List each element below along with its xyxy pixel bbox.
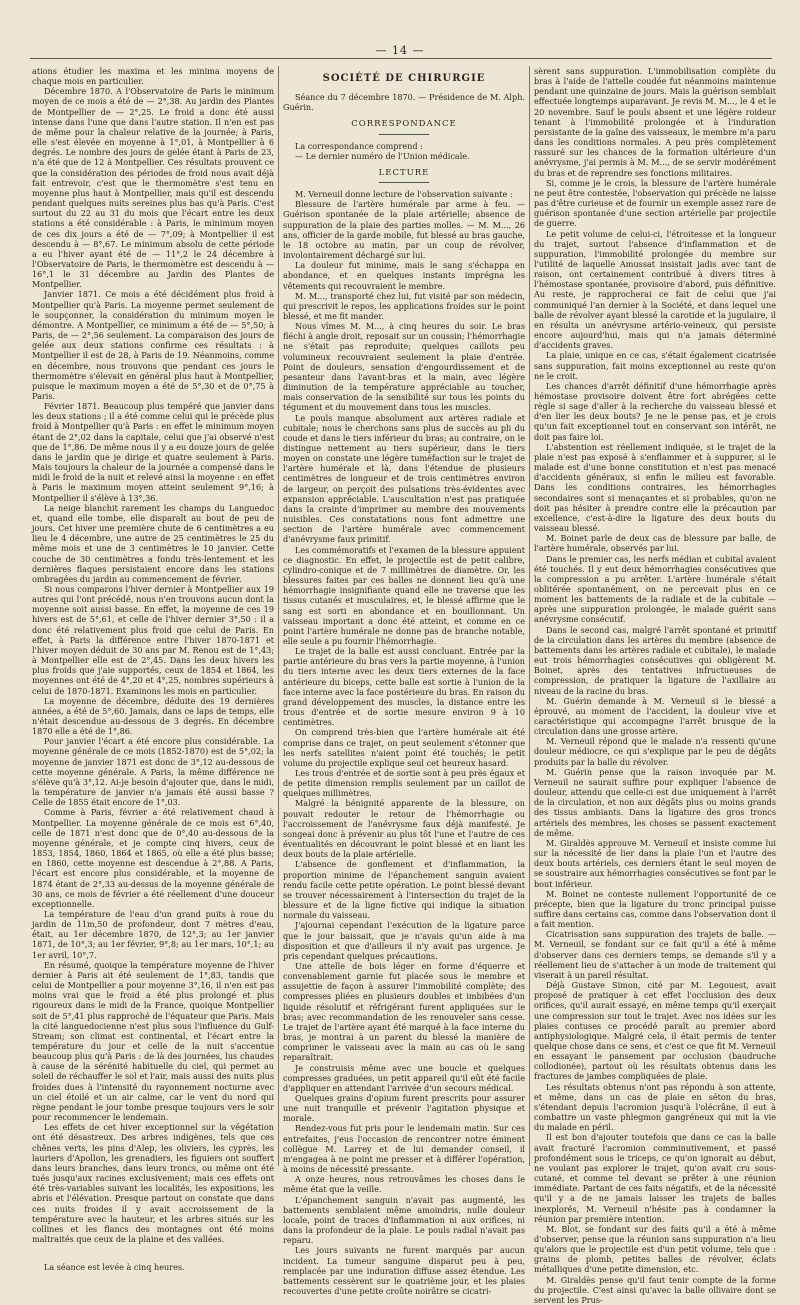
- column-right: [534, 66, 776, 1305]
- col1-paragraph: La moyenne de décembre, déduite des 19 dernières années, a été de 5°,60. Jamais, dans ce laps de temps, elle n'était descendue au-dessous de 3 degrés. En décembre 1870 elle a été de 1°,86.: [32, 695, 274, 737]
- col2-paragraph: Nous vîmes M. M..., à cinq heures du soir. Le bras fléchi à angle droit, reposait sur un coussin; l'hémorrhagie ne s'était pas reproduite; quelques caillots peu volumineux recouvraient seulement la plaie d'entrée. Point de douleurs, sensation d'engourdissement et de pesanteur dans l'avant-bras et la main, avec légère diminution de la température appréciable au toucher, mais conservation de la sensibilité sur tous les points du tégument et du mouvement dans tous les muscles.: [283, 321, 525, 413]
- col2-paragraph: On comprend très-bien que l'artère humérale ait été comprise dans ce trajet, on peut seulement s'étonner que les nerfs satellites n'aient point été touchés; le petit volume du projectile explique seul cet heureux hasard.: [283, 727, 525, 768]
- col3-paragraph: M. Giraldès approuve M. Verneuil et insiste comme lui sur la nécessité de lier dans la plaie l'un et l'autre des deux bouts artériels, ces derniers étant le seul moyen de se soustraire aux hémorrhagies consécutives se font par le bout inférieur.: [534, 837, 776, 889]
- col3-paragraph: Si, comme je le crois, la blessure de l'artère humérale ne peut être contestée, l'observation qui précède ne laisse pas d'être curieuse et de fournir un exemple assez rare de guérison spontanée d'une section artérielle par projectile de guerre.: [534, 177, 776, 229]
- col3-paragraph: Cicatrisation sans suppuration des trajets de balle. — M. Verneuil, se fondant sur ce fait qu'il a été à même d'observer dans ces derniers temps, se demande s'il y a réellement lieu de s'attacher à un mode de traitement qui viserait à un pareil résultat.: [534, 929, 776, 980]
- col2-paragraph: Malgré la bénignité apparente de la blessure, on pouvait redouter le retour de l'hémorrhagie ou l'accroissement de l'anévrysme faux déjà manifesté. Je songeai donc à prévenir au plus tôt l'une et l'autre de ces éventualités en découvrant le point blessé et en liant les deux bouts de la plaie artérielle.: [283, 798, 525, 860]
- col3-paragraph: M. Boinet ne conteste nullement l'opportunité de ce précepte, bien que la ligature du tronc principal puisse suffire dans certains cas, comme dans l'observation dont il a fait mention.: [534, 888, 776, 930]
- col1-paragraph: Comme à Paris, février a été relativement chaud à Montpellier. La moyenne générale de ce mois est 6°,40, celle de 1871 n'est donc que de 0°,40 au-dessous de la moyenne générale, et je compte cinq hivers, ceux de 1853, 1854, 1860, 1864 et 1865, où elle a été plus basse; en 1860, cette moyenne est descendue à 2°,88. A Paris, l'écart est encore plus considérable, et la moyenne de 1874 étant de 2°,33 au-dessus de la moyenne générale de 30 ans, ce mois de février a été réellement d'une douceur exceptionnelle.: [32, 807, 274, 909]
- col2-paragraph: Les commémoratifs et l'examen de la blessure appuient ce diagnostic. En effet, le projectile est de petit calibre, cylindro-conique et de 7 millimètres de diamètre. Or, les blessures faites par ces balles ne donnent lieu qu'à une hémorrhagie insignifiante quand elle ne traverse que les tissus cutanés et musculaires, et, le blessé affirme que le sang est sorti en abondance et en bouillonnant. Un vaisseau important a donc été atteint, et comme en ce point l'artère humérale ne donne pas de branche notable, elle seule a pu fournir l'hémorrhagie.: [283, 544, 525, 646]
- col2-paragraph: L'épanchement sanguin n'avait pas augmenté, les battements semblaient même amoindris, nulle douleur locale, point de traces d'inflammation ni aux orifices, ni dans la profondeur de la plaie. Le pouls radial n'avait pas reparu.: [283, 1194, 525, 1246]
- col1-paragraph: Les effets de cet hiver exceptionnel sur la végétation ont été désastreux. Des arbres indigènes, tels que ces chênes verts, les pins d'Alep, les oliviers, les cyprès, les lauriers d'Apollon, les grenadiers, les figuiers ont souffert dans leurs branches, dans leurs troncs, ou même ont été tués jusqu'aux racines exclusivement; mais ces effets ont été très-variables suivant les localités, les expositions, les abris et l'élévation. Presque partout on constate que dans ces nuits froides il y avait accroissement de la température avec la hauteur, et les arbres situés sur les collines et les flancs des montagnes ont été moins maltraités que ceux de la plaine et des vallées.: [32, 1122, 274, 1244]
- col3-paragraph: sèrent sans suppuration. L'immobilisation complète du bras à l'aide de l'attelle coudée fut néanmoins maintenue pendant une quinzaine de jours. Mais la guérison semblait effectuée longtemps auparavant. Je revis M. M..., le 4 et le 20 novembre. Sauf le pouls absent et une légère roideur tenant à l'immobilité prolongée et à l'induration persistante de la gaîne des vaisseaux, le membre m'a paru dans les conditions normales. A peu près complètement rassuré sur les chances de la formation ultérieure d'un anévrysme, j'ai permis à M. M..., de se servir modérément du bras et de reprendre ses fonctions militaires.: [534, 66, 776, 178]
- column-divider-2: [529, 66, 530, 1166]
- col2-paragraph: La douleur fut minime, mais le sang s'échappa en abondance, et en quelques instants imprégna les vêtements qui recouvraient le membre.: [283, 260, 525, 291]
- col3-paragraph: L'abstention est réellement indiquée, si le trajet de la plaie n'est pas exposé à s'enflammer et à suppurer, si le malade est d'une bonne constitution et n'est pas menacé d'accidents généraux, si enfin le milieu est favorable. Dans les conditions contraires, les hémorrhagies secondaires sont si menaçantes et si probables, qu'on ne doit pas hésiter à prendre contre elle la précaution par excellence, c'est-à-dire la ligature des deux bouts du vaisseau blessé.: [534, 441, 776, 534]
- col2-paragraph: Le trajet de la balle est aussi concluant. Entrée par la partie antérieure du bras vers la partie moyenne, à l'union du tiers interne avec les deux tiers externes de la face antérieure du biceps, cette balle est sortie à l'union de la face interne avec la face postérieure du bras. En raison du grand développement des muscles, la distance entre les trous d'entrée et de sortie mesure environ 9 à 10 centimètres.: [283, 646, 525, 728]
- page-number: — 14 —: [375, 44, 425, 57]
- col3-paragraph: M. Verneuil répond que le malade n'a ressenti qu'une douleur médiocre, ce qui s'explique par le peu de dégâts produits par la balle du révolver.: [534, 736, 776, 767]
- column-middle: [283, 66, 525, 1296]
- col3-paragraph: Il est bon d'ajouter toutefois que dans ce cas la balle avait fracturé l'acromion comminutivement, et passé profondément sous le triceps, ce qu'on ignorait au début, ne voulant pas explorer le trajet, qu'on avait cru sous-cutané, et comme tel devant se prêter à une réunion immédiate. Partant de ces faits négatifs, et de la nécessité qu'il y a de ne jamais laisser les trajets de balles inexplorés, M. Verneuil n'hésite pas à condamner la réunion par première intention.: [534, 1132, 776, 1224]
- col2-paragraph: Une attelle de bois léger en forme d'équerre et convenablement garnie fut placée sous le membre et assujettie de façon à assurer l'immobilité complète; des compresses pliées en plusieurs doubles et imbibées d'un liquide résolutif et réfrigérant furent appliquées sur le bras; avec recommandation de les renouveler sans cesse. Le trajet de l'artère ayant été marqué à la face interne du bras, je montrai à un parent du blessé la manière de comprimer le vaisseau avec la main au cas où le sang reparaîtrait.: [283, 960, 525, 1063]
- col3-paragraph: M. Blot, se fondant sur des faits qu'il a été à même d'observer, pense que la réunion sans suppuration n'a lieu qu'alors que le projectile est d'un petit volume, tels que : grains de plomb, petites balles de révolver, éclats métalliques d'une petite dimension, etc.: [534, 1223, 776, 1275]
- col2-paragraph: J'ajournai cependant l'exécution de la ligature parce que le jour baissait, que je n'avais qu'un aide à ma disposition et que d'ailleurs il n'y avait pas urgence. Je pris cependant quelques précautions.: [283, 920, 525, 961]
- col2-paragraph: Rendez-vous fut pris pour le lendemain matin. Sur ces entrefaites, j'eus l'occasion de rencontrer notre éminent collègue M. Larrey et de lui demander conseil, il m'engagea à ne point me presser et à différer l'opération, à moins de nécessité pressante.: [283, 1123, 525, 1175]
- col2-paragraph: A onze heures, nous retrouvâmes les choses dans le même état que la veille.: [283, 1174, 525, 1195]
- col1-paragraph: Si nous comparons l'hiver dernier à Montpellier aux 19 autres qui l'ont précédé, nous n'en trouvons aucun dont la moyenne soit aussi basse. En effet, la moyenne de ces 19 hivers est de 5°,61, et celle de l'hiver dernier 3°,50 : il a donc été relativement plus froid que celui de Paris. En effet, à Paris la différence entre l'hiver 1870-1871 et l'hiver moyen déduit de 30 ans par M. Renou est de 1°,43; à Montpellier elle est de 2°,45. Dans les deux hivers les plus froids que j'aie supportés, ceux de 1854 et 1864, les moyennes ont été de 4°,20 et 4°,25, nombres supérieurs à celui de 1870-1871. Examinons les mois en particulier.: [32, 583, 274, 696]
- col1-paragraph: Janvier 1871. Ce mois a été décidément plus froid à Montpellier qu'à Paris. La moyenne permet seulement de le soupçonner, la considération du minimum moyen le démontre. A Montpellier, ce minimum a été de — 5°,50; à Paris, de — 2°,56 seulement. La comparaison des jours de gelée aux deux stations confirme ces résultats : à Montpellier il est de 28, à Paris de 19. Néanmoins, comme en décembre, nous trouvons que pendant ces jours le thermomètre s'élevait en général plus haut à Montpellier, puisque le maximum moyen a été de 5°,30 et de 0°,75 à Paris.: [32, 289, 274, 401]
- col2-paragraph: L'absence de gonflement et d'inflammation, la proportion minime de l'épanchement sanguin avaient rendu facile cette petite opération. Le point blessé devant se trouver nécessairement à l'intersection du trajet de la blessure et de la ligne fictive qui indique la situation normale du vaisseau.: [283, 859, 525, 921]
- session-closing: La séance est levée à cinq heures.: [44, 1262, 185, 1273]
- column-divider-1: [278, 66, 279, 1166]
- col2-paragraph: Je construisis même avec une boucle et quelques compresses graduées, un petit appareil qu'il eût été facile d'appliquer en attendant l'arrivée d'un secours médical.: [283, 1062, 525, 1093]
- header-rule: [30, 58, 772, 59]
- subsection-heading-correspondance: CORRESPONDANCE: [351, 119, 457, 130]
- correspondance-line: La correspondance comprend :: [295, 140, 423, 151]
- col1-paragraph: Pour janvier l'écart a été encore plus considérable. La moyenne générale de ce mois (1852-1870) est de 5°,02; la moyenne de janvier 1871 est donc de 3°,12 au-dessous de cette moyenne générale. A Paris, la même différence ne s'élève qu'à 3°,12. Ai-je besoin d'ajouter que, dans le midi, la température de janvier n'a jamais été aussi basse ? Celle de 1855 était encore de 1°,03.: [32, 736, 274, 808]
- col2-paragraph: Quelques grains d'opium furent prescrits pour assurer une nuit tranquille et prévenir l'agitation physique et morale.: [283, 1093, 525, 1124]
- column-left: [32, 66, 274, 1273]
- col3-paragraph: M. Guérin demande à M. Verneuil si le blessé a éprouvé, au moment de l'accident, la douleur vive et caractéristique qui accompagne l'arrêt brusque de la circulation dans une grosse artère.: [534, 695, 776, 737]
- col3-paragraph: M. Boinet parle de deux cas de blessure par balle, de l'artère humérale, observés par lui.: [534, 533, 776, 554]
- col3-paragraph: Dans le second cas, malgré l'arrêt spontané et primitif de la circulation dans les artères du membre (absence de battements dans les artères radiale et cubitale), le malade eut trois hémorrhagies consécutives qui obligèrent M. Boinet, après des tentatives infructueuses de compression, de pratiquer la ligature de l'axillaire au niveau de la racine du bras.: [534, 624, 776, 696]
- col1-paragraph: ations étudier les maxima et les minima moyens de chaque mois en particulier.: [32, 66, 274, 87]
- correspondance-line: — Le dernier numéro de l'Union médicale.: [295, 150, 470, 161]
- col3-paragraph: La plaie, unique en ce cas, s'était également cicatrisée sans suppuration, fait moins exceptionnel au reste qu'on ne le croit.: [534, 350, 776, 381]
- col3-paragraph: Les chances d'arrêt définitif d'une hémorrhagie après hémostase provisoire doivent être fort abrégées cette règle si sage d'aller à la recherche du vaisseau blessé et d'en lier les deux bouts? Je ne le pense pas, et je crois qu'un fait exceptionnel tout en conservant son intérêt, ne doit pas faire loi.: [534, 380, 776, 442]
- col2-paragraph: M. M..., transporté chez lui, fut visité par son médecin, qui prescrivit le repos, les applications froides sur le point blessé, et me fit mander.: [283, 290, 525, 321]
- section-title: SOCIÉTÉ DE CHIRURGIE: [322, 73, 486, 84]
- col1-paragraph: La température de l'eau d'un grand puits à roue du jardin de 11m,50 de profondeur, dont 7 mètres d'eau, était, au 1er décembre 1870, de 12°,3; au 1er janvier 1871, de 10°,3; au 1er février, 9°,8; au 1er mars, 10°,1; au 1er avril, 10°,7.: [32, 908, 274, 960]
- col2-paragraph: Blessure de l'artère humérale par arme à feu. — Guérison spontanée de la plaie artérielle; absence de suppuration de la plaie des parties molles. — M. M..., 26 ans, officier de la garde mobile, fut blessé au bras gauche, le 18 octobre au matin, par un coup de révolver, involontairement déchargé sur lui.: [283, 199, 525, 261]
- col2-paragraph: Le pouls manque absolument aux artères radiale et cubitale; nous le cherchons sans plus de succès au pli du coude et dans le tiers inférieur du bras; au contraire, on le distingue nettement au tiers supérieur, dans le tiers moyen on constate une légère tuméfaction sur le trajet de l'artère humérale et là, dans l'étendue de plusieurs centimètres de longueur et de trois centimètres environ de largeur, on perçoit des pulsations très-évidentes avec expansion appréciable. L'auscultation n'est pas pratiquée dans la crainte d'imprimer au membre des mouvements nuisibles. Ces constatations nous font admettre une section de l'artère humérale avec commencement d'anévrysme faux primitif.: [283, 412, 525, 545]
- col1-paragraph: La neige blanchit rarement les champs du Languedoc et, quand elle tombe, elle disparaît au bout de peu de jours. Cet hiver une première chute de 6 centimètres a eu lieu le 4 décembre, une autre de 25 centimètres le 25 du même mois et une de 3 centimètres le 10 janvier. Cette couche de 30 centimètres a fondu très-lentement et les dernières flaques persistaient encore dans les stations ombragées du jardin au commencement de février.: [32, 502, 274, 584]
- col3-paragraph: Déjà Gustave Simon, cité par M. Legouest, avait proposé de pratiquer à cet effet l'occlusion des deux orifices, qu'il aurait essayé, en même temps qu'il exerçait une compression sur tout le trajet. Avec nos idées sur les plaies contuses ce procédé paraît au premier abord antiphysiologique. Malgré cela, il était permis de tenter quelque chose dans ce sens, et c'est ce que fit M. Verneuil en essayant le pansement par occlusion (baudruche collodionée), partout où les résultats obtenus dans les fractures de jambes compliquées de plaie.: [534, 980, 776, 1082]
- col3-paragraph: M. Guérin pense que la raison invoquée par M. Verneuil ne saurait suffire pour expliquer l'absence de douleur, attendu que celle-ci est due uniquement à l'arrêt de la circulation, et non aux dégâts plus ou moins grands des tissus ambiants. Dans la ligature des gros troncs artériels des membres, les choses se passent exactement de même.: [534, 766, 776, 838]
- col3-paragraph: Les résultats obtenus n'ont pas répondu à son attente, et même, dans un cas de plaie en séton du bras, s'étendant depuis l'acromion jusqu'à l'olécrâne, il eut à combattre un vaste phlegmon gangréneux qui mit la vie du malade en péril.: [534, 1081, 776, 1133]
- col3-paragraph: Dans le premier cas, les nerfs médian et cubital avaient été touchés. Il y eut deux hémorrhagies consécutives que la compression a pu arrêter. L'artère humérale s'était oblitérée spontanément, on ne percevait plus en ce moment les battements de la radiale et de la cubitale — après une suppuration prolongée, le malade guérit sans anévrysme consécutif.: [534, 553, 776, 625]
- col3-paragraph: Le petit volume de celui-ci, l'étroitesse et la longueur du trajet, surtout l'absence d'inflammation et de suppuration, l'immobilité prolongée du membre sur l'utilité de laquelle Amussat insistait jadis avec tant de raison, ont certainement contribué à divers titres à l'hémostase spontanée, provisoire d'abord, puis définitive. Au reste, je rapprocherai ce fait de celui que j'ai communiqué l'an dernier à la Société, et dans lequel une balle de révolver ayant blessé la carotide et la jugulaire, il en résulta un anévrysme artério-veineux, qui persiste encore aujourd'hui, mais qui n'a jamais déterminé d'accidents graves.: [534, 228, 776, 351]
- col1-paragraph: Décembre 1870. A l'Observatoire de Paris le minimum moyen de ce mois a été de — 2°,38. Au jardin des Plantes de Montpellier de — 2°,25. Le froid a donc été aussi intense dans l'une que dans l'autre station. Il n'en est pas de même pour la chaleur relative de la journée; à Paris, elle s'est élevée en moyenne à 1°,01, à Montpellier à 6 degrés. Le nombre des jours de gelée étant à Paris de 23, n'a été que de 12 à Montpellier. Ces résultats prouvent ce que la considération des périodes de froid nous avait déjà fait entrevoir, c'est que le thermomètre s'est tenu en moyenne plus haut à Montpellier, mais qu'il est descendu pendant quelques nuits sereines plus bas qu'à Paris. C'est surtout du 22 au 31 du mois que l'écart entre les deux stations a été considérable : à Paris, le minimum moyen de ces dix jours a été de — 7°,09; à Montpellier il est descendu à — 8°,67. Le minimum absolu de cette période a eu l'hiver ayant été de — 11°,2 le 24 décembre à l'Observatoire de Paris, le thermomètre est descendu à — 16°,1 le 31 décembre au Jardin des Plantes de Montpellier.: [32, 86, 274, 290]
- short-rule: [379, 134, 429, 135]
- short-rule: [379, 182, 429, 183]
- col1-paragraph: Février 1871. Beaucoup plus tempéré que janvier dans les deux stations ; il a été comme celui qui le précède plus froid à Montpellier qu'à Paris : en effet le minimum moyen étant de 2°,02 dans la capitale, celui que j'ai observé n'est que de 1°,86. De même nous il y a eu douze jours de gelée dans le jardin que je dirige et quatre seulement à Paris. Mais toujours la chaleur de la journée a compensé dans le midi le froid de la nuit et relevé ainsi la moyenne : en effet à Paris le maximum moyen atteint seulement 9°,16; à Montpellier il s'élève à 13°,36.: [32, 401, 274, 503]
- col2-paragraph: Les jours suivants ne furent marqués par aucun incident. La tumeur sanguine disparut peu à peu, remplacée par une induration diffuse assez étendue. Les battements cessèrent sur le quatrième jour, et les plaies recouvertes d'une petite croûte noirâtre se cicatri-: [283, 1245, 525, 1296]
- session-line: Séance du 7 décembre 1870. — Présidence de M. Alph. Guérin.: [283, 92, 525, 113]
- subsection-heading-lecture: LECTURE: [378, 167, 430, 178]
- col3-paragraph: M. Giraldès pense qu'il faut tenir compte de la forme du projectile. C'est ainsi qu'avec la balle ollivaire dont se servent les Prus-: [534, 1274, 776, 1305]
- col2-paragraph: M. Verneuil donne lecture de l'observation suivante :: [295, 189, 513, 200]
- col2-paragraph: Les trous d'entrée et de sortie sont à peu près égaux et de petite dimension remplis seulement par un caillot de quelques millimètres.: [283, 768, 525, 799]
- col1-paragraph: En résumé, quoique la température moyenne de l'hiver dernier à Paris ait été seulement de 1°,83, tandis que celui de Montpellier a pour moyenne 3°,16, il n'en est pas moins vrai que le froid a été plus prolongé et plus rigoureux dans le midi de la France, quoique Montpellier soit de 5°,41 plus rapproché de l'équateur que Paris. Mais la cité languedocienne n'est plus sous l'influence du Gulf-Stream; son climat est continental, et l'écart entre la température du jour et celle de la nuit s'accentue beaucoup plus qu'à Paris : de là des journées, lus chaudes à cause de la sérénité habituelle du ciel, qui permet au soleil de réchauffer le sol et l'air, mais aussi des nuits plus froides dues à l'intensité du rayonnement nocturne avec un ciel étoilé et un air calme, car le vent du nord qui règne pendant le jour tombe presque toujours vers le soir pour recommencer le lendemain.: [32, 959, 274, 1123]
